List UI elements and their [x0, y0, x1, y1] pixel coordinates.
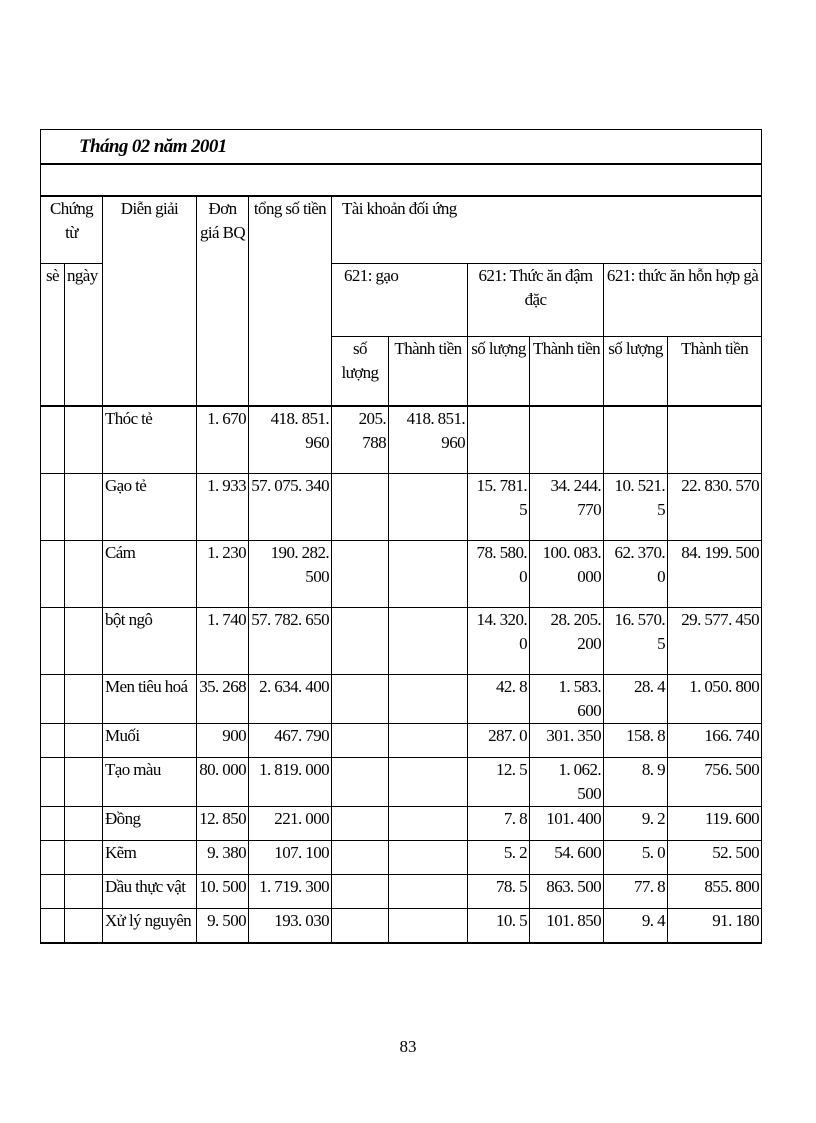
header-thanh-tien-dam-dac: Thành tiền	[530, 337, 604, 407]
cell-price: 1. 670	[197, 406, 249, 474]
cell-d-tt: 34. 244. 770	[530, 474, 604, 541]
cell-g-tt	[389, 875, 468, 909]
cell-price: 10. 500	[197, 875, 249, 909]
cell-d-sl	[468, 406, 530, 474]
cell-d-tt: 28. 205. 200	[530, 608, 604, 675]
header-so-luong-hon-hop: số lượng	[604, 337, 668, 407]
cell-g-tt	[389, 724, 468, 758]
header-don-gia: Đơn giá BQ	[197, 196, 249, 406]
cell-so	[41, 608, 65, 675]
cell-ngay	[65, 841, 103, 875]
cell-ngay	[65, 541, 103, 608]
cell-g-sl	[332, 474, 389, 541]
cell-so	[41, 541, 65, 608]
sheet-title: Tháng 02 năm 2001	[41, 130, 762, 165]
cell-h-sl: 77. 8	[604, 875, 668, 909]
cell-d-tt: 101. 400	[530, 807, 604, 841]
cell-d-tt: 1. 062. 500	[530, 758, 604, 807]
cell-price: 80. 000	[197, 758, 249, 807]
cell-dg: Kẽm	[103, 841, 197, 875]
cell-g-sl	[332, 875, 389, 909]
cell-dg: Dầu thực vật	[103, 875, 197, 909]
table-row	[41, 541, 762, 608]
cell-total: 221. 000	[249, 807, 332, 841]
cell-dg: Cám	[103, 541, 197, 608]
cell-h-sl	[604, 406, 668, 474]
table-row	[41, 608, 762, 675]
cell-h-sl: 158. 8	[604, 724, 668, 758]
header-so-luong-gao: số lượng	[332, 337, 389, 407]
cell-h-sl: 9. 4	[604, 909, 668, 943]
cell-d-tt: 1. 583. 600	[530, 675, 604, 724]
cell-g-tt	[389, 909, 468, 943]
cell-d-sl: 5. 2	[468, 841, 530, 875]
cell-g-sl	[332, 541, 389, 608]
cell-d-tt: 100. 083. 000	[530, 541, 604, 608]
cell-h-tt: 119. 600	[668, 807, 762, 841]
ledger-table	[40, 129, 762, 944]
cell-g-tt	[389, 675, 468, 724]
cell-d-tt: 863. 500	[530, 875, 604, 909]
table-row	[41, 807, 762, 841]
cell-dg: Gạo tẻ	[103, 474, 197, 541]
cell-total: 418. 851. 960	[249, 406, 332, 474]
cell-total: 1. 719. 300	[249, 875, 332, 909]
cell-g-sl: 205. 788	[332, 406, 389, 474]
header-thanh-tien-hon-hop: Thành tiền	[668, 337, 762, 407]
cell-g-tt	[389, 758, 468, 807]
cell-h-tt: 1. 050. 800	[668, 675, 762, 724]
header-thanh-tien-gao: Thành tiền	[389, 337, 468, 407]
cell-dg: Xử lý nguyên	[103, 909, 197, 943]
cell-ngay	[65, 875, 103, 909]
header-so-luong-dam-dac: số lượng	[468, 337, 530, 407]
header-chung-tu: Chứng từ	[41, 196, 103, 264]
cell-d-tt: 54. 600	[530, 841, 604, 875]
cell-h-tt: 855. 800	[668, 875, 762, 909]
header-so: sè	[41, 264, 65, 407]
cell-so	[41, 841, 65, 875]
cell-d-sl: 78. 580. 0	[468, 541, 530, 608]
cell-d-sl: 42. 8	[468, 675, 530, 724]
cell-ngay	[65, 909, 103, 943]
cell-price: 1. 230	[197, 541, 249, 608]
cell-g-tt	[389, 474, 468, 541]
ledger-sheet	[40, 129, 761, 944]
cell-h-sl: 16. 570. 5	[604, 608, 668, 675]
cell-so	[41, 758, 65, 807]
ledger-body	[41, 406, 762, 943]
cell-h-tt	[668, 406, 762, 474]
cell-g-sl	[332, 758, 389, 807]
cell-so	[41, 724, 65, 758]
cell-price: 12. 850	[197, 807, 249, 841]
header-dien-giai: Diễn giải	[103, 196, 197, 406]
cell-h-tt: 166. 740	[668, 724, 762, 758]
cell-h-sl: 5. 0	[604, 841, 668, 875]
cell-g-tt: 418. 851. 960	[389, 406, 468, 474]
cell-price: 35. 268	[197, 675, 249, 724]
cell-total: 193. 030	[249, 909, 332, 943]
cell-price: 1. 933	[197, 474, 249, 541]
table-row	[41, 909, 762, 943]
cell-d-sl: 7. 8	[468, 807, 530, 841]
table-row	[41, 474, 762, 541]
cell-so	[41, 406, 65, 474]
table-row	[41, 675, 762, 724]
table-row	[41, 406, 762, 474]
cell-ngay	[65, 724, 103, 758]
cell-d-tt	[530, 406, 604, 474]
cell-h-sl: 62. 370. 0	[604, 541, 668, 608]
cell-g-tt	[389, 807, 468, 841]
cell-h-tt: 91. 180	[668, 909, 762, 943]
cell-h-tt: 29. 577. 450	[668, 608, 762, 675]
cell-so	[41, 807, 65, 841]
cell-g-tt	[389, 841, 468, 875]
header-ngay: ngày	[65, 264, 103, 407]
cell-g-sl	[332, 909, 389, 943]
cell-price: 1. 740	[197, 608, 249, 675]
cell-dg: Tạo màu	[103, 758, 197, 807]
header-group-dam-dac: 621: Thức ăn đậm đặc	[468, 264, 604, 337]
cell-total: 190. 282. 500	[249, 541, 332, 608]
cell-ngay	[65, 608, 103, 675]
cell-d-sl: 10. 5	[468, 909, 530, 943]
cell-h-tt: 52. 500	[668, 841, 762, 875]
header-group-hon-hop: 621: thức ăn hỗn hợp gà	[604, 264, 762, 337]
cell-h-tt: 756. 500	[668, 758, 762, 807]
cell-d-tt: 101. 850	[530, 909, 604, 943]
page-number: 83	[399, 1037, 417, 1056]
table-row	[41, 724, 762, 758]
cell-total: 57. 782. 650	[249, 608, 332, 675]
table-row	[41, 841, 762, 875]
cell-so	[41, 474, 65, 541]
cell-dg: Thóc tẻ	[103, 406, 197, 474]
cell-d-sl: 78. 5	[468, 875, 530, 909]
blank-row	[41, 164, 762, 196]
table-row	[41, 758, 762, 807]
cell-so	[41, 675, 65, 724]
cell-price: 9. 500	[197, 909, 249, 943]
cell-d-sl: 12. 5	[468, 758, 530, 807]
cell-so	[41, 909, 65, 943]
cell-ngay	[65, 758, 103, 807]
cell-total: 107. 100	[249, 841, 332, 875]
cell-so	[41, 875, 65, 909]
cell-h-tt: 22. 830. 570	[668, 474, 762, 541]
cell-dg: Muối	[103, 724, 197, 758]
table-row	[41, 875, 762, 909]
cell-h-tt: 84. 199. 500	[668, 541, 762, 608]
cell-ngay	[65, 406, 103, 474]
header-group-gao: 621: gạo	[332, 264, 468, 337]
cell-dg: Men tiêu hoá	[103, 675, 197, 724]
cell-ngay	[65, 474, 103, 541]
cell-d-tt: 301. 350	[530, 724, 604, 758]
cell-dg: Đồng	[103, 807, 197, 841]
cell-g-tt	[389, 608, 468, 675]
cell-h-sl: 8. 9	[604, 758, 668, 807]
cell-h-sl: 9. 2	[604, 807, 668, 841]
cell-ngay	[65, 807, 103, 841]
cell-g-sl	[332, 675, 389, 724]
header-tai-khoan: Tài khoản đối ứng	[332, 196, 762, 264]
cell-d-sl: 14. 320. 0	[468, 608, 530, 675]
header-tong-so-tien: tổng số tiền	[249, 196, 332, 406]
cell-d-sl: 287. 0	[468, 724, 530, 758]
cell-price: 9. 380	[197, 841, 249, 875]
cell-price: 900	[197, 724, 249, 758]
cell-g-sl	[332, 608, 389, 675]
cell-total: 57. 075. 340	[249, 474, 332, 541]
cell-g-sl	[332, 724, 389, 758]
cell-total: 2. 634. 400	[249, 675, 332, 724]
cell-dg: bột ngô	[103, 608, 197, 675]
cell-total: 1. 819. 000	[249, 758, 332, 807]
cell-g-tt	[389, 541, 468, 608]
cell-g-sl	[332, 807, 389, 841]
cell-h-sl: 10. 521. 5	[604, 474, 668, 541]
cell-h-sl: 28. 4	[604, 675, 668, 724]
cell-total: 467. 790	[249, 724, 332, 758]
cell-g-sl	[332, 841, 389, 875]
cell-d-sl: 15. 781. 5	[468, 474, 530, 541]
cell-ngay	[65, 675, 103, 724]
